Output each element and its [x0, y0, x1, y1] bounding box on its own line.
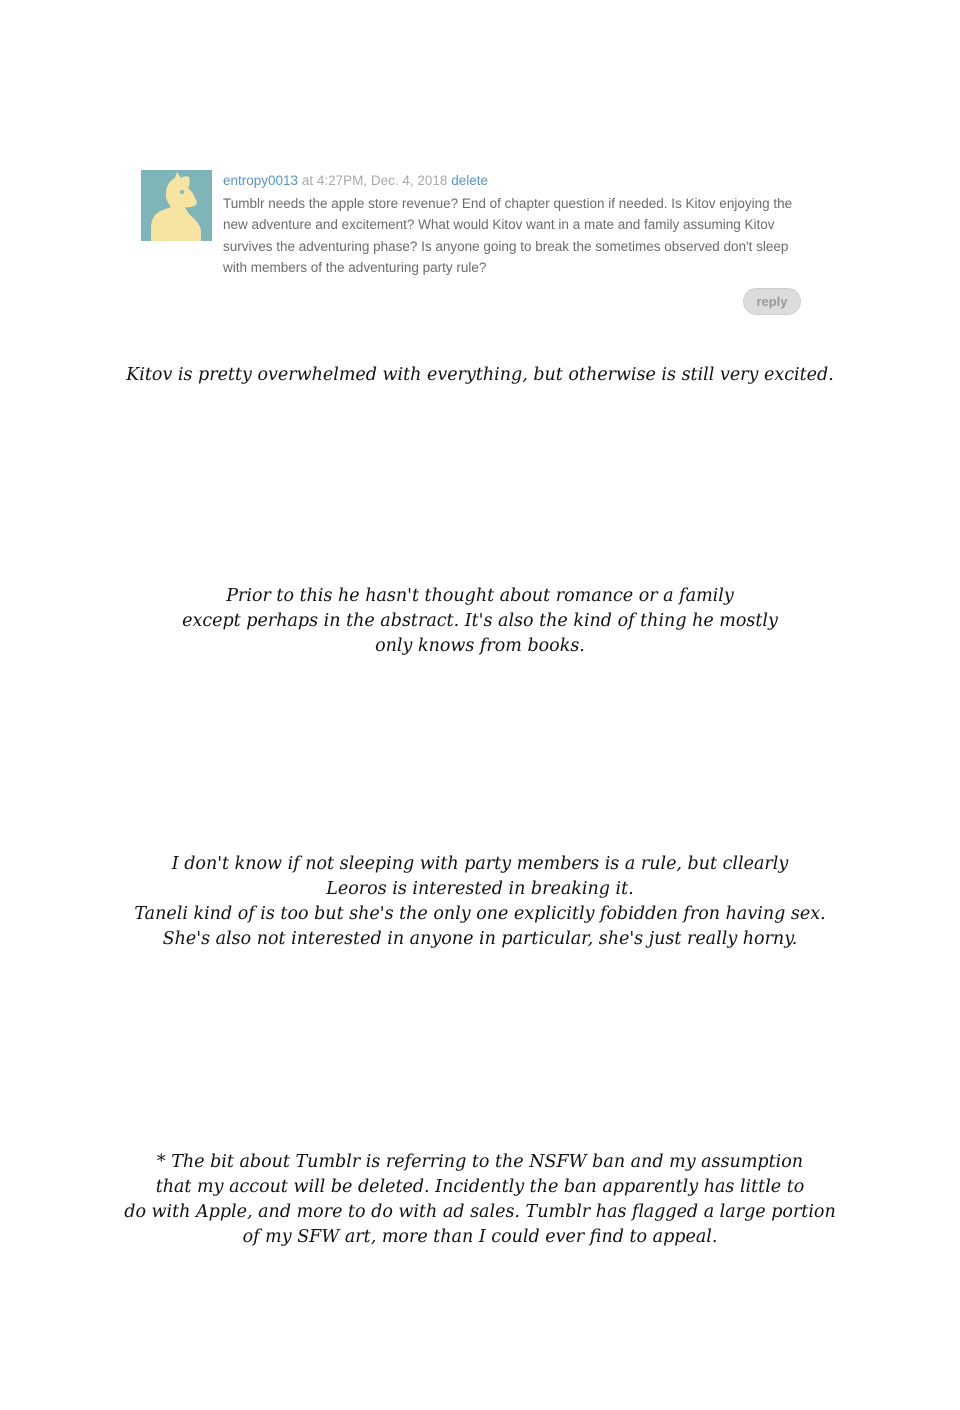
footnote-line: that my accout will be deleted. Incidently the ban apparently has little to	[155, 1177, 805, 1197]
answer-line: Kitov is pretty overwhelmed with everything, but otherwise is still very excited.	[126, 365, 834, 385]
answer-line: except perhaps in the abstract. It's also the kind of thing he mostly	[182, 611, 778, 631]
footnote-line: * The bit about Tumblr is referring to the NSFW ban and my assumption	[156, 1152, 804, 1172]
answer-romance	[80, 584, 880, 659]
answer-line: Prior to this he hasn't thought about romance or a family	[226, 586, 734, 606]
answer-line: She's also not interested in anyone in particular, she's just really horny.	[162, 929, 798, 949]
comment-body	[223, 172, 808, 278]
answer-line: Leoros is interested in breaking it.	[326, 879, 634, 899]
avatar-icon	[141, 170, 212, 241]
avatar[interactable]	[141, 170, 212, 241]
reply-button[interactable]: reply	[743, 288, 801, 315]
answer-party-rule	[80, 852, 880, 952]
footnote	[80, 1150, 880, 1250]
answer-line: only knows from books.	[375, 636, 585, 656]
comment-meta	[223, 172, 808, 189]
footnote-line: of my SFW art, more than I could ever find to appeal.	[242, 1227, 718, 1247]
comment-timestamp: at 4:27PM, Dec. 4, 2018	[301, 173, 448, 188]
delete-link[interactable]: delete	[451, 173, 488, 188]
comment-username[interactable]: entropy0013	[223, 173, 299, 188]
footnote-line: do with Apple, and more to do with ad sales. Tumblr has flagged a large portion	[124, 1202, 836, 1222]
answer-excitement	[80, 363, 880, 388]
comment-text: Tumblr needs the apple store revenue? End of chapter question if needed. Is Kitov enjoying the new adventure and excitement? What would Kitov want in a mate and family assuming Kitov survives the adventuring phase? Is anyone going to break the sometimes observed don't sleep with members of the adventuring party rule?	[223, 196, 793, 275]
answer-line: I don't know if not sleeping with party members is a rule, but cllearly	[171, 854, 789, 874]
answer-line: Taneli kind of is too but she's the only one explicitly fobidden fron having sex.	[134, 904, 826, 924]
